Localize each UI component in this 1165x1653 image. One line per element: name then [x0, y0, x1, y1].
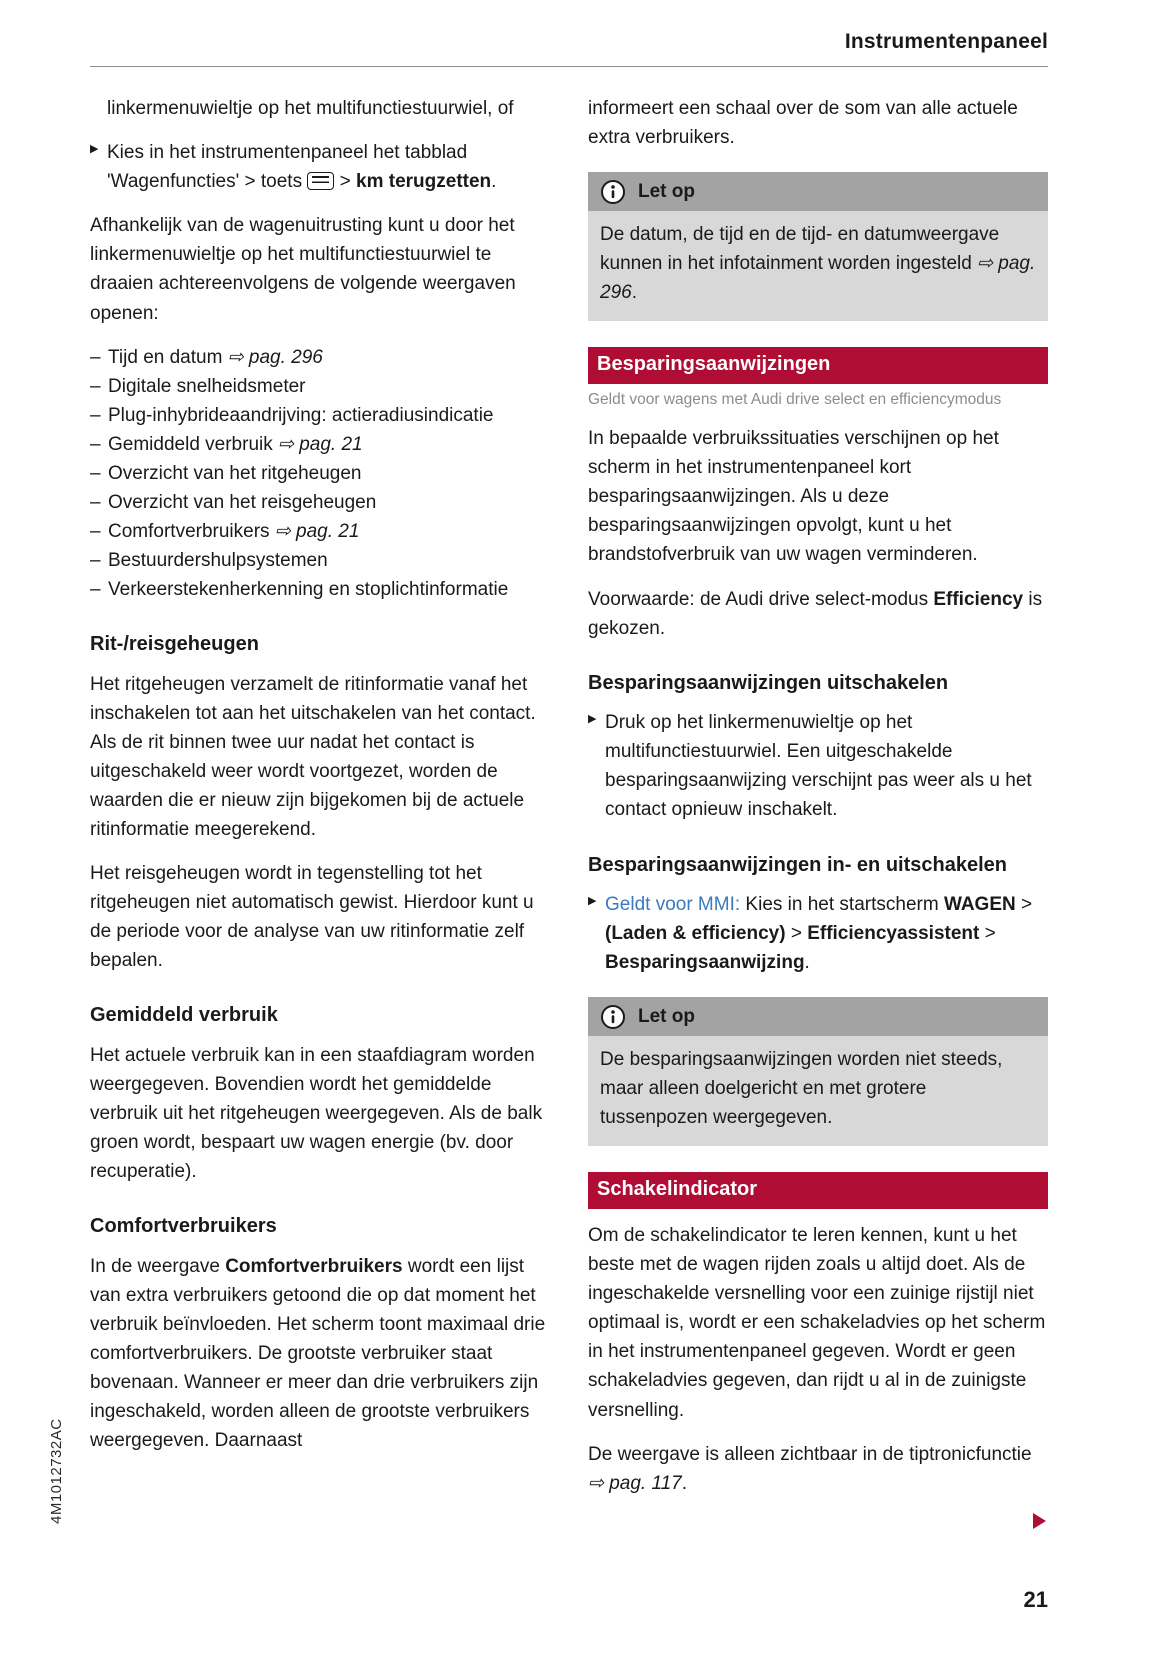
- right-column: [588, 94, 1048, 1529]
- info-icon: [600, 1004, 626, 1030]
- list-item: – Digitale snelheidsmeter: [90, 372, 550, 401]
- subsection-heading-enable-disable: Besparingsaanwijzingen in- en uitschakelen: [588, 853, 1007, 876]
- chapter-title: Instrumentenpaneel: [844, 30, 1048, 53]
- paragraph: In de weergave Comfortverbruikers wordt een lijst van extra verbruikers getoond die op dat moment het verbruik beïnvloeden. Het scherm toont maximaal drie comfortverbruikers. De grootste verbruiker staat bovenaan. Wanneer er meer dan drie verbruikers zijn ingeschakeld, worden alleen de grootste verbruikers weergegeven. Daarnaast: [90, 1255, 546, 1452]
- instruction-bullet: ▶ Geldt voor MMI: Kies in het startscherm WAGEN > (Laden & efficiency) > Efficiencyassistent > Besparingsaanwijzing.: [588, 890, 1048, 977]
- section-bar-besparingsaanwijzingen: Besparingsaanwijzingen: [588, 347, 1048, 385]
- menu-key-icon: [307, 172, 334, 190]
- list-item: – Plug-inhybrideaandrijving: actieradiusindicatie: [90, 401, 550, 430]
- paragraph: In bepaalde verbruikssituaties verschijnen op het scherm in het instrumentenpaneel kort besparingsaanwijzingen. Als u deze besparingsaanwijzingen opvolgt, kunt u het brandstofverbruik van uw wagen verminderen.: [588, 428, 999, 566]
- note-body: De datum, de tijd en de tijd- en datumweergave kunnen in het infotainment worden ingesteld ⇨ pag. 296.: [588, 211, 1048, 320]
- content-columns: [90, 94, 1048, 1529]
- document-code: 4M1012732AC: [48, 1418, 65, 1524]
- subsection-heading-disable: Besparingsaanwijzingen uitschakelen: [588, 671, 949, 694]
- page-header: [90, 0, 1048, 67]
- note-header: [588, 997, 1048, 1036]
- instruction-bullet: ▶ Kies in het instrumentenpaneel het tabblad 'Wagenfuncties' > toets > km terugzetten.: [90, 138, 550, 196]
- paragraph-continuation: linkermenuwieltje op het multifunctiestuurwiel, of: [107, 98, 514, 120]
- note-title: Let op: [638, 1006, 695, 1028]
- list-item: – Overzicht van het reisgeheugen: [90, 488, 550, 517]
- paragraph: Het ritgeheugen verzamelt de ritinformatie vanaf het inschakelen tot aan het uitschakelen van het contact. Als de rit binnen twee uur nadat het contact is uitgeschakeld weer wordt voortgezet, worden de waarden die er nieuw zijn bijgekomen bij de actuele ritinformatie meegerekend.: [90, 673, 536, 841]
- paragraph: Voorwaarde: de Audi drive select-modus Efficiency is gekozen.: [588, 588, 1043, 639]
- list-item: – Verkeerstekenherkenning en stoplichtinformatie: [90, 575, 550, 604]
- list-item: – Comfortverbruikers ⇨ pag. 21: [90, 517, 550, 546]
- section-heading-average-consumption: Gemiddeld verbruik: [90, 1004, 278, 1027]
- paragraph: De weergave is alleen zichtbaar in de tiptronicfunctie ⇨ pag. 117.: [588, 1443, 1032, 1494]
- list-item: – Bestuurdershulpsystemen: [90, 546, 550, 575]
- continuation-arrow-icon: [1033, 1513, 1046, 1529]
- paragraph: Het actuele verbruik kan in een staafdiagram worden weergegeven. Bovendien wordt het gemiddelde verbruik uit het ritgeheugen weergegeven. Als de balk groen wordt, bespaart uw wagen energie (bv. door recuperatie).: [90, 1044, 543, 1183]
- paragraph-intro: Afhankelijk van de wagenuitrusting kunt u door het linkermenuwieltje op het multifunctiestuurwiel te draaien achtereenvolgens de volgende weergaven openen:: [90, 215, 516, 324]
- list-item: – Tijd en datum ⇨ pag. 296: [90, 343, 550, 372]
- note-header: [588, 172, 1048, 211]
- note-body: De besparingsaanwijzingen worden niet steeds, maar alleen doelgericht en met grotere tussenpozen weergegeven.: [588, 1036, 1048, 1145]
- note-title: Let op: [638, 181, 695, 203]
- note-box: [588, 997, 1048, 1145]
- paragraph-continuation: informeert een schaal over de som van alle actuele extra verbruikers.: [588, 98, 1018, 149]
- section-applicability-note: Geldt voor wagens met Audi drive select en efficiencymodus: [588, 391, 1002, 409]
- section-bar-schakelindicator: Schakelindicator: [588, 1172, 1048, 1210]
- section-heading-trip-memory: Rit-/reisgeheugen: [90, 633, 259, 656]
- list-item: – Overzicht van het ritgeheugen: [90, 459, 550, 488]
- display-options-list: [90, 343, 550, 605]
- info-icon: [600, 179, 626, 205]
- note-box: [588, 172, 1048, 320]
- instruction-bullet: ▶ Druk op het linkermenuwieltje op het multifunctiestuurwiel. Een uitgeschakelde besparingsaanwijzing verschijnt pas weer als u het contact opnieuw inschakelt.: [588, 708, 1048, 824]
- section-heading-comfort-consumers: Comfortverbruikers: [90, 1215, 277, 1238]
- paragraph: Het reisgeheugen wordt in tegenstelling tot het ritgeheugen niet automatisch gewist. Hierdoor kunt u de periode voor de analyse van uw ritinformatie zelf bepalen.: [90, 863, 534, 972]
- paragraph: Om de schakelindicator te leren kennen, kunt u het beste met de wagen rijden zoals u altijd doet. Als de ingeschakelde versnelling voor een zuinige rijstijl niet optimaal is, wordt er een schakeladvies op het scherm in het instrumentenpaneel gegeven. Wordt er geen schakeladvies gegeven, dan rijdt u al in de zuinigste versnelling.: [588, 1225, 1046, 1421]
- list-item: – Gemiddeld verbruik ⇨ pag. 21: [90, 430, 550, 459]
- page-number: 21: [1023, 1587, 1048, 1613]
- left-column: [90, 94, 550, 1529]
